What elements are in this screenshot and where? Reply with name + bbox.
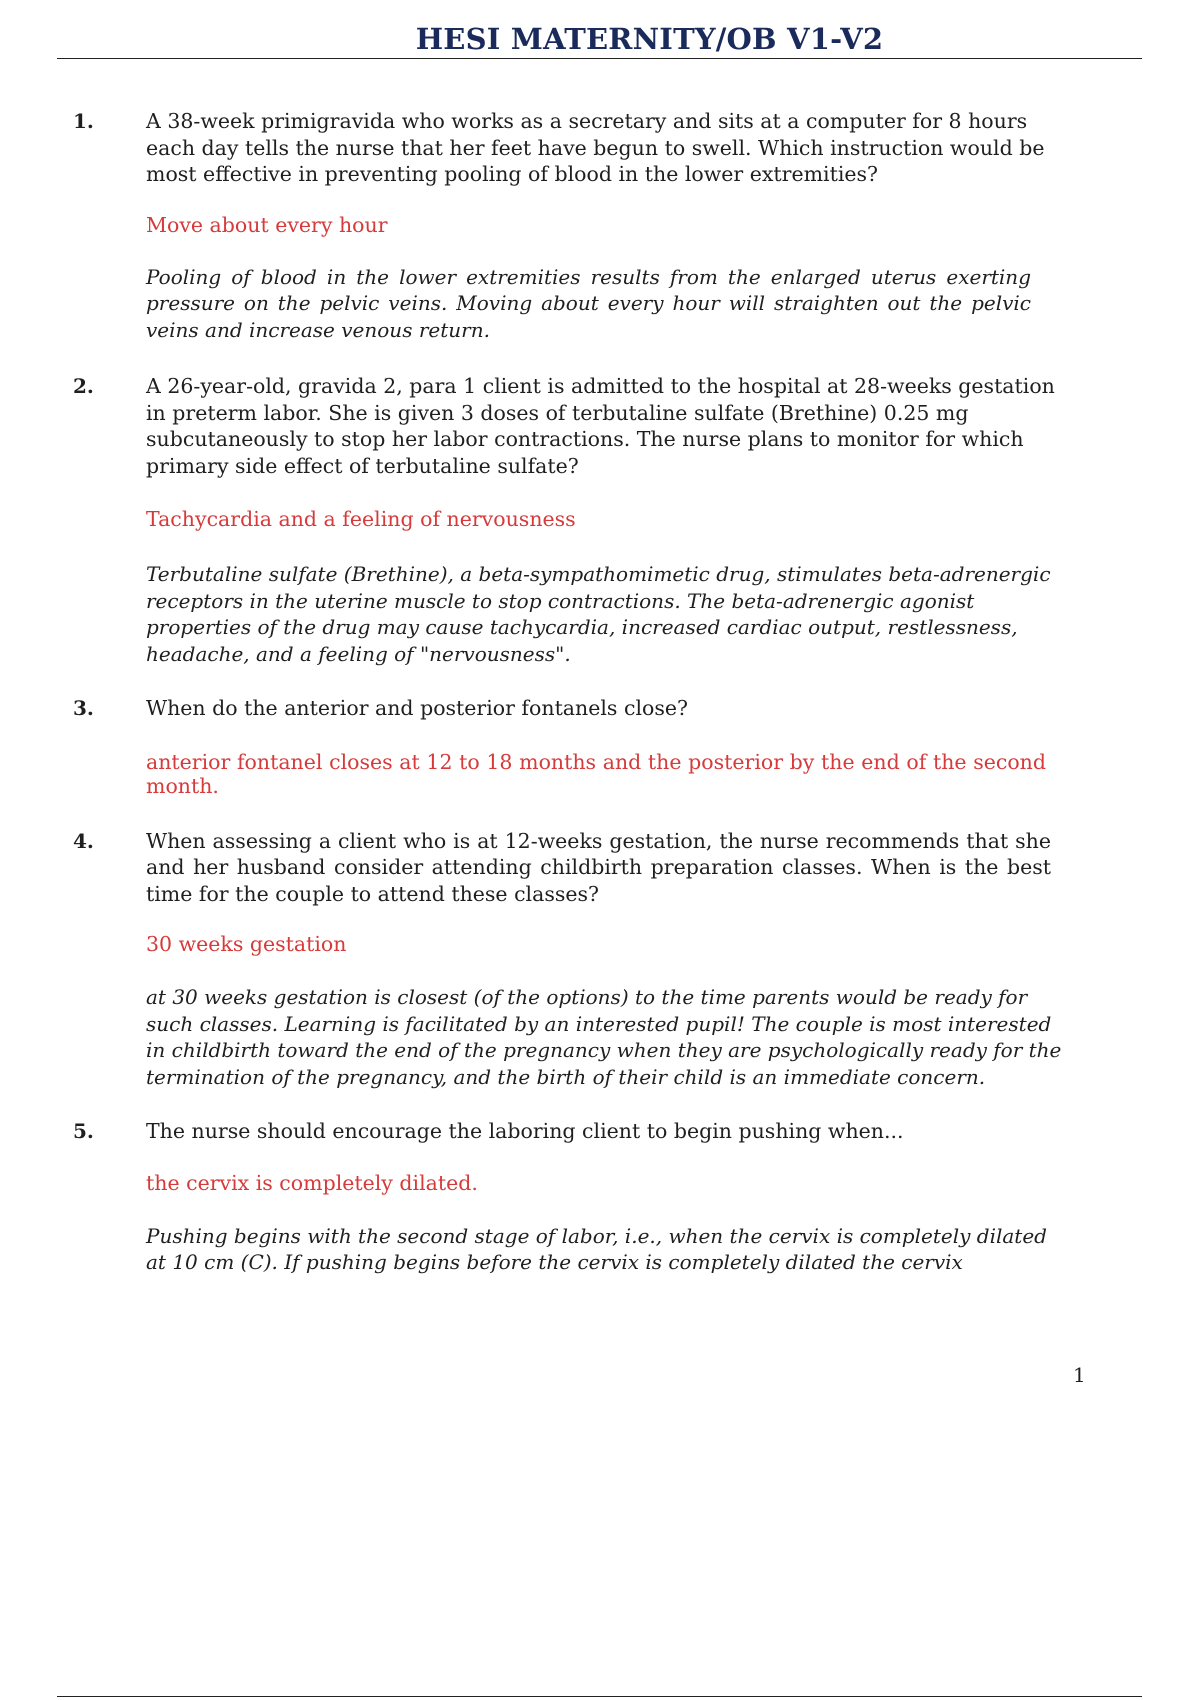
explanation-text: at 30 weeks gestation is closest (of the options) to the time parents would be ready for such classes. Learning is facilitated by an interested pupil! The couple is most interested in childbirth toward the end of the pregnancy when they are psychologically ready for the termination of the pregnancy, and the birth of their child is an immediate concern. — [146, 985, 1062, 1089]
document-title: HESI MATERNITY/OB V1-V2 — [415, 22, 884, 56]
question-number: 1. — [73, 109, 94, 133]
explanation-text: Pooling of blood in the lower extremities results from the enlarged uterus exerting pressure on the pelvic veins. Moving about every hour will straighten out the pelvic veins and increase venous return. — [146, 264, 1031, 342]
question-text: When assessing a client who is at 12-weeks gestation, the nurse recommends that she and her husband consider attending childbirth preparation classes. When is the best time for the couple to attend these classes? — [146, 828, 1051, 906]
question-body — [146, 695, 1071, 798]
explanation-text: Terbutaline sulfate (Brethine), a beta-sympathomimetic drug, stimulates beta-adrenergic receptors in the uterine muscle to stop contractions. The beta-adrenergic agonist properties of the drug may cause tachycardia, increased cardiac output, restlessness, headache, and a feeling of "nervousness". — [146, 562, 1051, 666]
answer-text: the cervix is completely dilated. — [146, 1170, 478, 1195]
question-3 — [73, 695, 1073, 798]
answer-text: Tachycardia and a feeling of nervousness — [146, 507, 576, 531]
question-list — [0, 108, 1200, 1276]
question-5 — [73, 1118, 1073, 1276]
question-text: A 38-week primigravida who works as a secretary and sits at a computer for 8 hours each day tells the nurse that her feet have begun to swell. Which instruction would be most effective in preventing pooling of blood in the lower extremities? — [146, 109, 1045, 186]
answer-text: anterior fontanel closes at 12 to 18 months and the posterior by the end of the second month. — [146, 749, 1046, 798]
question-1 — [73, 108, 1073, 343]
answer-text: Move about every hour — [146, 212, 388, 237]
question-number: 4. — [73, 828, 94, 853]
question-number: 3. — [73, 696, 94, 720]
question-4 — [73, 828, 1073, 1091]
question-body — [146, 828, 1071, 1091]
question-2 — [73, 373, 1073, 667]
question-text: When do the anterior and posterior fontanels close? — [146, 696, 688, 720]
question-body — [146, 1118, 1071, 1276]
explanation-text: Pushing begins with the second stage of labor, i.e., when the cervix is completely dilated at 10 cm (C). If pushing begins before the cervix is completely dilated the cervix — [146, 1223, 1047, 1274]
question-number: 5. — [73, 1119, 94, 1143]
document-header — [57, 22, 1142, 59]
footer-divider — [57, 1696, 1142, 1697]
answer-text: 30 weeks gestation — [146, 932, 347, 956]
question-text: A 26-year-old, gravida 2, para 1 client is admitted to the hospital at 28-weeks gestation in preterm labor. She is given 3 doses of terbutaline sulfate (Brethine) 0.25 mg subcutaneously to stop her labor contractions. The nurse plans to monitor for which primary side effect of terbutaline sulfate? — [146, 374, 1055, 478]
question-number: 2. — [73, 374, 94, 398]
page-number: 1 — [1073, 1363, 1086, 1387]
question-body — [146, 108, 1071, 343]
question-text: The nurse should encourage the laboring client to begin pushing when... — [146, 1119, 904, 1143]
question-body — [146, 373, 1071, 667]
